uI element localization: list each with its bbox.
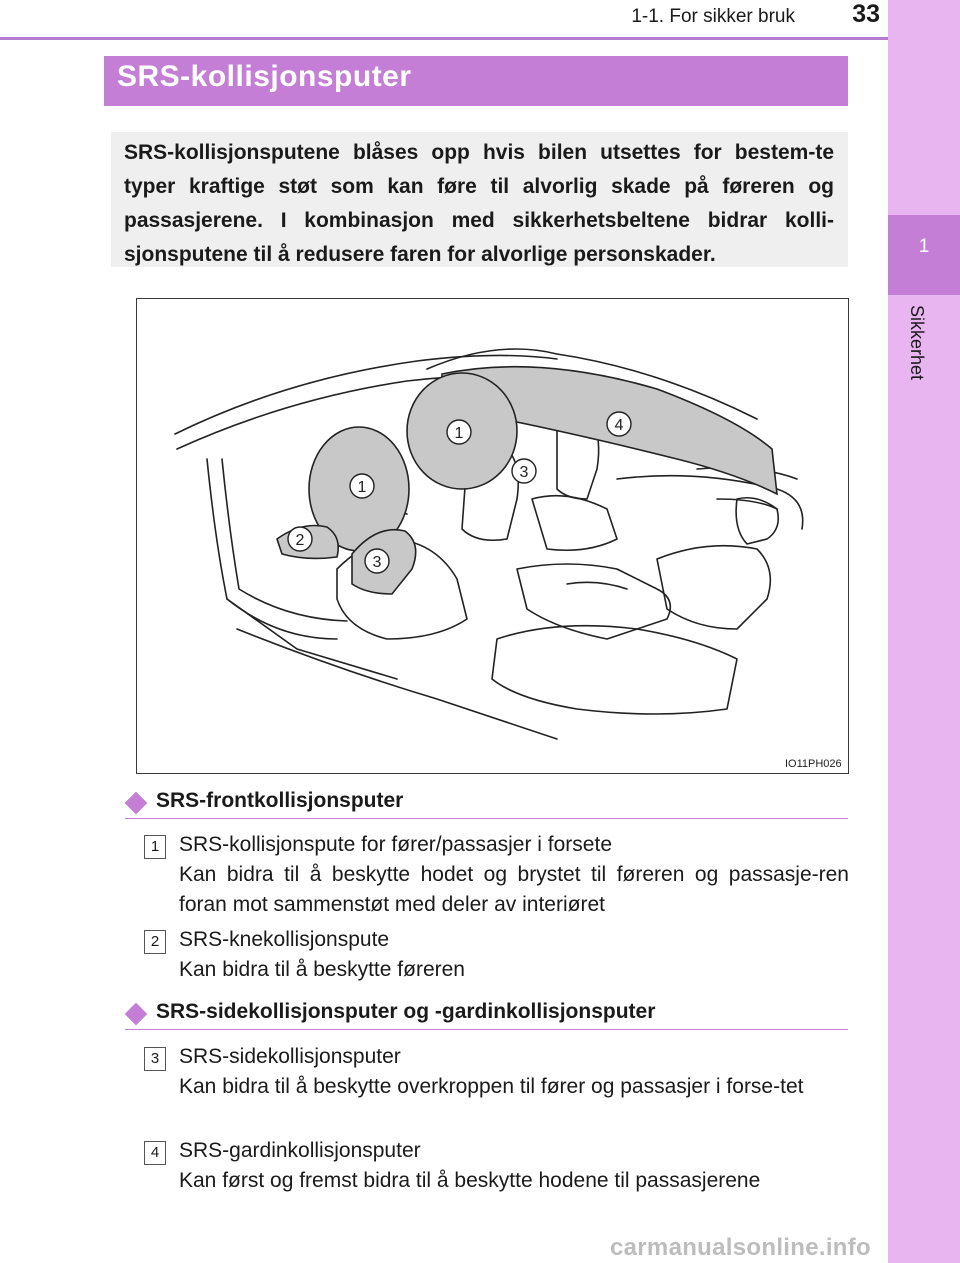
item-number-badge: 4 bbox=[144, 1141, 166, 1165]
callout-label: 1 bbox=[357, 479, 367, 496]
page-number: 33 bbox=[852, 0, 880, 28]
side-tab-chapter-number: 1 bbox=[918, 236, 930, 257]
diamond-bullet-icon bbox=[125, 1003, 148, 1026]
callout-side-airbag-driver bbox=[365, 549, 389, 573]
callout-front-airbag-passenger bbox=[447, 420, 471, 444]
item-description: Kan bidra til å beskytte overkroppen til fører og passasjer i forse-tet bbox=[179, 1075, 804, 1098]
figure-code: IO11PH026 bbox=[785, 758, 842, 770]
item-title: SRS-knekollisjonspute bbox=[179, 928, 390, 951]
callout-label: 4 bbox=[614, 417, 624, 434]
list-item bbox=[179, 830, 849, 920]
item-description: Kan bidra til å beskytte hodet og brystet til føreren og passasje-ren foran mot sammenstøt med deler av interiøret bbox=[179, 863, 849, 916]
car-interior-drawing bbox=[137, 299, 848, 773]
callout-curtain-airbag bbox=[607, 412, 631, 436]
watermark-text: carmanualsonline.info bbox=[610, 1234, 872, 1261]
callout-side-airbag-passenger bbox=[512, 459, 536, 483]
section-rule bbox=[125, 818, 848, 819]
page-title: SRS-kollisjonsputer bbox=[117, 60, 412, 93]
header-section-title: 1-1. For sikker bruk bbox=[631, 6, 795, 27]
section-title: SRS-frontkollisjonsputer bbox=[156, 789, 404, 812]
item-description: Kan først og fremst bidra til å beskytte hodene til passasjerene bbox=[179, 1169, 761, 1192]
side-tab-chapter-label: Sikkerhet bbox=[907, 305, 927, 381]
callout-label: 1 bbox=[454, 425, 464, 442]
item-number-badge: 3 bbox=[144, 1047, 166, 1071]
item-title: SRS-kollisjonspute for fører/passasjer i forsete bbox=[179, 833, 612, 856]
side-tab-strip bbox=[888, 0, 960, 1263]
item-number-badge: 2 bbox=[144, 930, 166, 954]
item-description: Kan bidra til å beskytte føreren bbox=[179, 958, 465, 981]
section-rule bbox=[125, 1029, 848, 1030]
intro-text: SRS-kollisjonsputene blåses opp hvis bilen utsettes for bestem-te typer kraftige støt som kan føre til alvorlig skade på føreren og passasjerene. I kombinasjon med sikkerhetsbeltene bidrar kolli-sjonsputene til å redusere faren for alvorlige personskader. bbox=[124, 141, 834, 266]
callout-label: 3 bbox=[519, 464, 529, 481]
list-item bbox=[179, 925, 849, 985]
item-title: SRS-sidekollisjonsputer bbox=[179, 1045, 401, 1068]
list-item bbox=[179, 1042, 849, 1102]
callout-knee-airbag bbox=[288, 527, 312, 551]
airbag-illustration bbox=[136, 298, 849, 774]
callout-label: 3 bbox=[372, 554, 382, 571]
callout-front-airbag-driver bbox=[350, 474, 374, 498]
item-number-badge: 1 bbox=[144, 835, 166, 859]
item-title: SRS-gardinkollisjonsputer bbox=[179, 1139, 421, 1162]
diamond-bullet-icon bbox=[125, 792, 148, 815]
section-title: SRS-sidekollisjonsputer og -gardinkollisjonsputer bbox=[156, 1000, 656, 1023]
header-rule bbox=[0, 37, 888, 40]
callout-label: 2 bbox=[295, 532, 305, 549]
list-item bbox=[179, 1136, 849, 1196]
